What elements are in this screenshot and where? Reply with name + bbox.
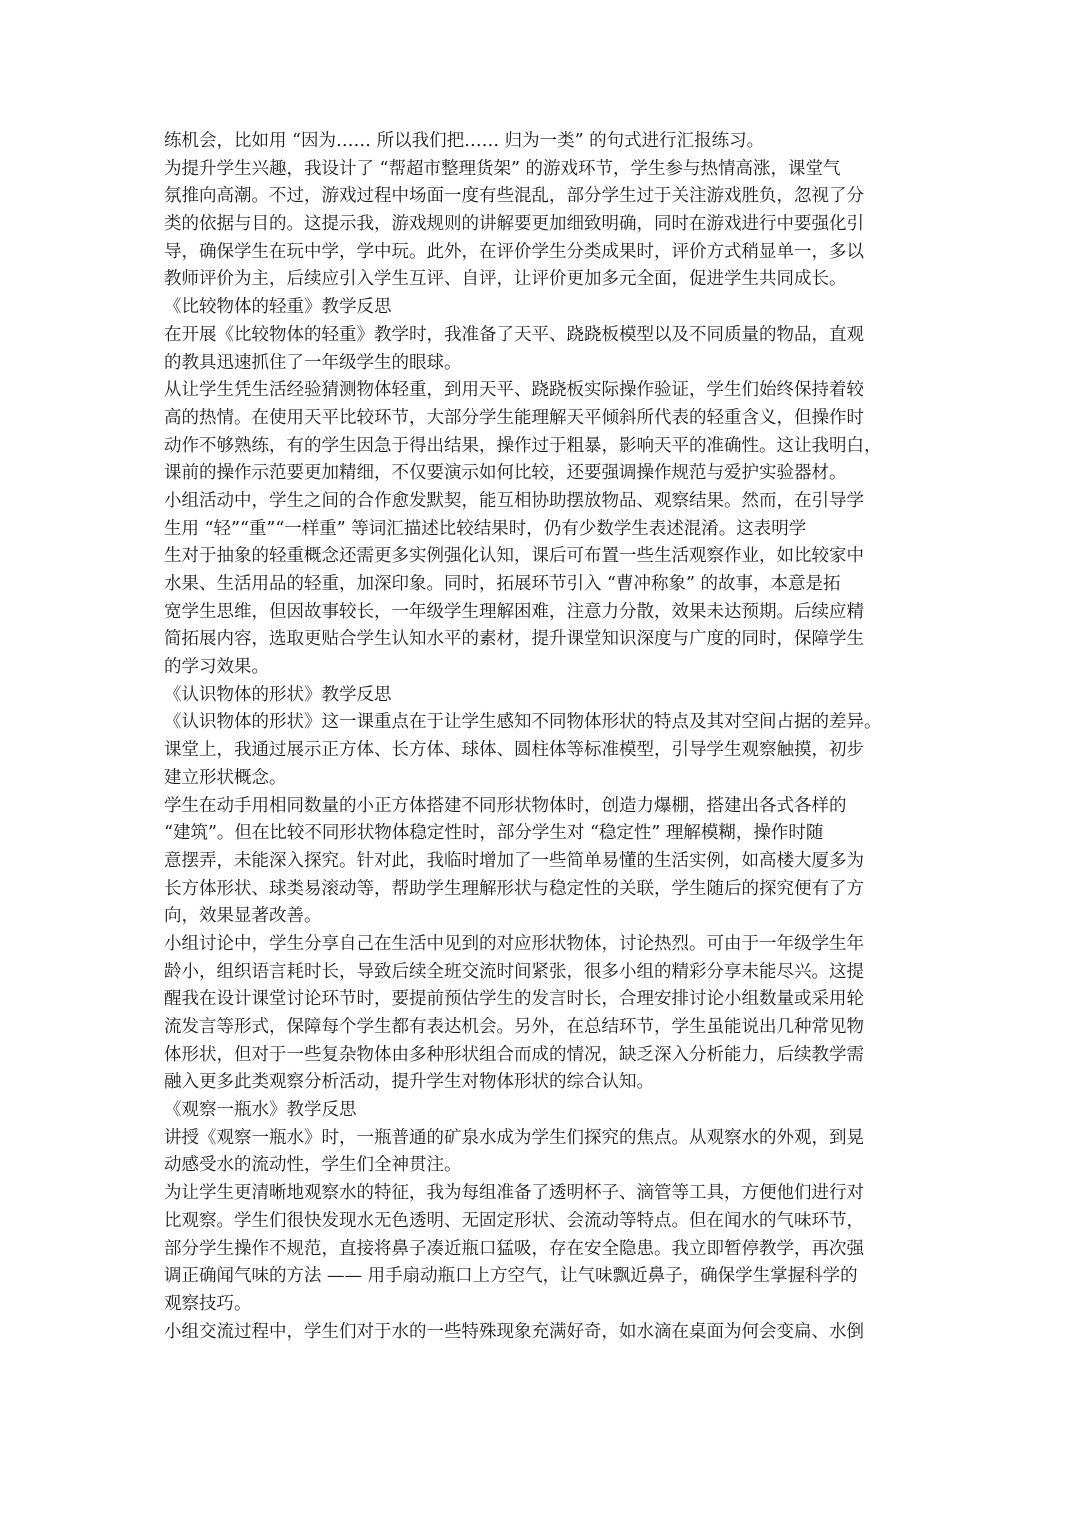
text-line: 简拓展内容，选取更贴合学生认知水平的素材，提升课堂知识深度与广度的同时，保障学生 (164, 629, 864, 650)
text-line: 动作不够熟练，有的学生因急于得出结果，操作过于粗暴，影响天平的准确性。这让我明白， (164, 435, 882, 456)
text-line: 练机会，比如用 “因为…… 所以我们把…… 归为一类” 的句式进行汇报练习。 (164, 131, 765, 151)
text-line: 学生在动手用相同数量的小正方体搭建不同形状物体时，创造力爆棚，搭建出各式各样的 (164, 795, 847, 816)
text-line: 氛推向高潮。不过，游戏过程中场面一度有些混乱，部分学生过于关注游戏胜负，忽视了分 (164, 186, 864, 207)
text-line: 观察技巧。 (164, 1293, 252, 1314)
text-line: 高的热情。在使用天平比较环节，大部分学生能理解天平倾斜所代表的轻重含义，但操作时 (164, 407, 864, 428)
section-heading: 《观察一瓶水》教学反思 (164, 1100, 357, 1121)
text-line: 教师评价为主，后续应引入学生互评、自评，让评价更加多元全面，促进学生共同成长。 (164, 269, 847, 290)
text-line: 意摆弄，未能深入探究。针对此，我临时增加了一些简单易懂的生活实例，如高楼大厦多为 (164, 850, 864, 871)
text-line: 龄小，组织语言耗时长，导致后续全班交流时间紧张，很多小组的精彩分享未能尽兴。这提 (164, 961, 864, 982)
text-line: 从让学生凭生活经验猜测物体轻重，到用天平、跷跷板实际操作验证，学生们始终保持着较 (164, 380, 864, 401)
section-heading: 《比较物体的轻重》教学反思 (164, 297, 392, 318)
text-line: 导，确保学生在玩中学，学中玩。此外，在评价学生分类成果时，评价方式稍显单一，多以 (164, 241, 864, 262)
text-line: 课前的操作示范要更加精细，不仅要演示如何比较，还要强调操作规范与爱护实验器材。 (164, 463, 847, 484)
text-line: 部分学生操作不规范，直接将鼻子凑近瓶口猛吸，存在安全隐患。我立即暂停教学，再次强 (164, 1238, 864, 1259)
text-line: 融入更多此类观察分析活动，提升学生对物体形状的综合认知。 (164, 1072, 654, 1093)
text-line: 小组交流过程中，学生们对于水的一些特殊现象充满好奇，如水滴在桌面为何会变扁、水倒 (164, 1321, 864, 1342)
text-line: 生对于抽象的轻重概念还需更多实例强化认知，课后可布置一些生活观察作业，如比较家中 (164, 546, 864, 567)
document-body (164, 128, 924, 1346)
text-line: 的教具迅速抓住了一年级学生的眼球。 (164, 352, 462, 373)
text-line: 类的依据与目的。这提示我，游戏规则的讲解要更加细致明确，同时在游戏进行中要强化引 (164, 214, 864, 235)
text-line: 比观察。学生们很快发现水无色透明、无固定形状、会流动等特点。但在闻水的气味环节， (164, 1210, 864, 1231)
text-line: 小组讨论中，学生分享自己在生活中见到的对应形状物体，讨论热烈。可由于一年级学生年 (164, 933, 864, 954)
text-line: 《认识物体的形状》这一课重点在于让学生感知不同物体形状的特点及其对空间占据的差异。 (164, 712, 882, 733)
text-line: 生用 “轻”“重”“一样重” 等词汇描述比较结果时，仍有少数学生表述混淆。这表明学 (164, 518, 807, 539)
text-line: 建立形状概念。 (164, 767, 287, 788)
text-line: 水果、生活用品的轻重，加深印象。同时，拓展环节引入 “曹冲称象” 的故事，本意是拓 (164, 574, 841, 594)
text-line: 流发言等形式，保障每个学生都有表达机会。另外，在总结环节，学生虽能说出几种常见物 (164, 1017, 864, 1037)
section-heading: 《认识物体的形状》教学反思 (164, 684, 392, 705)
text-line: 为让学生更清晰地观察水的特征，我为每组准备了透明杯子、滴管等工具，方便他们进行对 (164, 1183, 864, 1204)
text-line: 调正确闻气味的方法 —— 用手扇动瓶口上方空气，让气味飘近鼻子，确保学生掌握科学的 (164, 1266, 858, 1287)
text-line: 长方体形状、球类易滚动等，帮助学生理解形状与稳定性的关联，学生随后的探究便有了方 (164, 878, 864, 899)
text-line: 向，效果显著改善。 (164, 906, 322, 927)
text-line: “建筑”。但在比较不同形状物体稳定性时，部分学生对 “稳定性” 理解模糊，操作时随 (164, 823, 824, 844)
text-line: 的学习效果。 (164, 657, 269, 678)
text-line: 宽学生思维，但因故事较长，一年级学生理解困难，注意力分散，效果未达预期。后续应精 (164, 601, 864, 622)
text-line: 讲授《观察一瓶水》时，一瓶普通的矿泉水成为学生们探究的焦点。从观察水的外观，到晃 (164, 1127, 864, 1148)
text-line: 小组活动中，学生之间的合作愈发默契，能互相协助摆放物品、观察结果。然而，在引导学 (164, 490, 864, 511)
text-line: 醒我在设计课堂讨论环节时，要提前预估学生的发言时长，合理安排讨论小组数量或采用轮 (164, 989, 864, 1010)
text-line: 课堂上，我通过展示正方体、长方体、球体、圆柱体等标准模型，引导学生观察触摸，初步 (164, 740, 864, 761)
text-line: 体形状，但对于一些复杂物体由多种形状组合而成的情况，缺乏深入分析能力，后续教学需 (164, 1044, 864, 1065)
text-line: 在开展《比较物体的轻重》教学时，我准备了天平、跷跷板模型以及不同质量的物品，直观 (164, 324, 864, 345)
text-line: 为提升学生兴趣，我设计了 “帮超市整理货架” 的游戏环节，学生参与热情高涨，课堂气 (164, 158, 841, 179)
text-line: 动感受水的流动性，学生们全神贯注。 (164, 1155, 462, 1176)
